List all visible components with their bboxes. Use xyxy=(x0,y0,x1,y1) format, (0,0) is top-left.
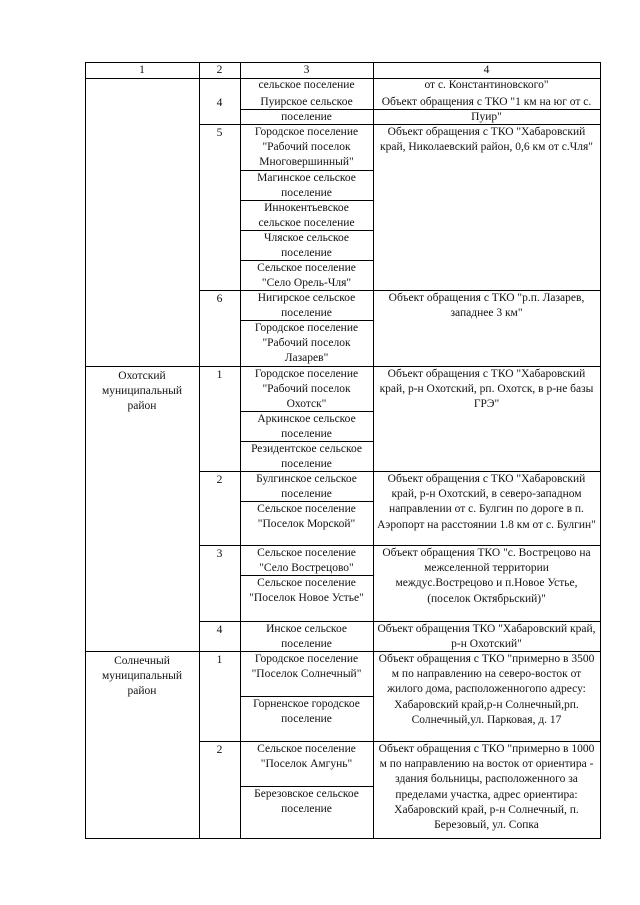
tko-object-cell: Объект обращения с ТКО "Хабаровский край, р-н Охотский, в северо-западном направлении от с. Булгин по дороге в п. Аэропорт на расстоянии 1.8 км от с. Булгин" xyxy=(377,473,596,531)
column-border xyxy=(600,62,601,838)
row-number: 2 xyxy=(216,744,223,756)
tko-object-cell: Объект обращения с ТКО "примерно в 1000 м по направлению на восток от ориентира - здания больницы, расположенного за пределами участка, адрес ориентира: Хабаровский край, р-н Солнечный, п. Березовый, ул. Сопка xyxy=(378,743,595,832)
settlement-cell: Магинское сельское поселение xyxy=(257,172,356,200)
settlement-cell: Чляское сельское поселение xyxy=(264,232,349,260)
tko-object-cell: от с. Константиновского" xyxy=(424,79,549,91)
column-header: 2 xyxy=(216,64,223,76)
row-number: 4 xyxy=(216,97,223,109)
tko-object-cell: Объект обращения с ТКО "примерно в 3500 м по направлению на северо-восток от жилого дома, расположенногопо адресу: Хабаровский край,р-н Солнечный,рп. Солнечный,ул. Парковая, д. 17 xyxy=(378,653,595,726)
settlement-cell: Резидентское сельское поселение xyxy=(251,443,362,471)
settlement-cell: Березовское сельское поселение xyxy=(254,788,359,816)
settlement-cell: Городское поселение "Рабочий поселок Охотск" xyxy=(254,368,359,411)
settlement-cell: Городское поселение "Рабочий поселок Многовершинный" xyxy=(254,126,359,169)
column-header: 1 xyxy=(139,64,145,76)
column-border xyxy=(85,62,86,838)
row-number: 5 xyxy=(216,127,223,139)
column-border xyxy=(199,62,200,838)
column-border xyxy=(373,62,374,838)
table-bottom-border xyxy=(85,838,601,839)
settlement-cell: Аркинское сельское поселение xyxy=(257,413,356,441)
settlement-cell: Иннокентьевское сельское поселение xyxy=(258,202,355,230)
settlement-cell: сельское поселение xyxy=(258,79,355,91)
tko-object-cell: Объект обращения с ТКО "р.п. Лазарев, западнее 3 км" xyxy=(388,292,585,320)
tko-object-cell: Объект обращения ТКО "с. Вострецово на межселенной территории междус.Вострецово и п.Новое Устье, (поселок Октябрьский)" xyxy=(382,547,591,605)
settlement-cell: Пуирское сельское поселение xyxy=(260,96,353,124)
row-number: 1 xyxy=(216,369,223,381)
tko-object-cell: Объект обращения ТКО "Хабаровский край, р-н Охотский" xyxy=(377,623,596,651)
row-number: 4 xyxy=(216,624,223,636)
settlement-cell: Булгинское сельское поселение xyxy=(256,473,357,501)
column-header: 4 xyxy=(483,64,490,76)
settlement-cell: Сельское поселение "Село Вострецово" xyxy=(257,547,356,575)
settlement-cell: Сельское поселение "Поселок Новое Устье" xyxy=(249,577,364,605)
column-header: 3 xyxy=(303,64,310,76)
tko-object-cell: Объект обращения с ТКО "Хабаровский край, Николаевский район, 0,6 км от с.Чля" xyxy=(380,126,593,154)
tko-object-cell: Объект обращения с ТКО "Хабаровский край, р-н Охотский, рп. Охотск, в р-не базы ГРЭ" xyxy=(379,368,594,411)
column-border xyxy=(240,62,241,838)
settlement-cell: Сельское поселение "Поселок Амгунь" xyxy=(257,743,356,771)
district-name: Охотский муниципальный район xyxy=(101,370,183,413)
row-number: 2 xyxy=(216,474,223,486)
settlement-cell: Городское поселение "Поселок Солнечный" xyxy=(251,653,362,681)
settlement-cell: Нигирское сельское поселение xyxy=(257,292,356,320)
row-number: 3 xyxy=(216,548,223,560)
district-name: Солнечный муниципальный район xyxy=(101,655,183,698)
settlement-cell: Инское сельское поселение xyxy=(266,623,347,651)
settlement-cell: Сельское поселение "Поселок Морской" xyxy=(257,503,356,531)
tko-object-cell: Объект обращения с ТКО "1 км на юг от с. Пуир" xyxy=(381,96,592,124)
settlement-cell: Горненское городское поселение xyxy=(253,698,360,726)
row-number: 1 xyxy=(216,654,223,666)
row-number: 6 xyxy=(216,293,223,305)
settlement-cell: Сельское поселение "Село Орель-Чля" xyxy=(257,262,356,290)
settlement-cell: Городское поселение "Рабочий поселок Лазарев" xyxy=(254,322,359,365)
